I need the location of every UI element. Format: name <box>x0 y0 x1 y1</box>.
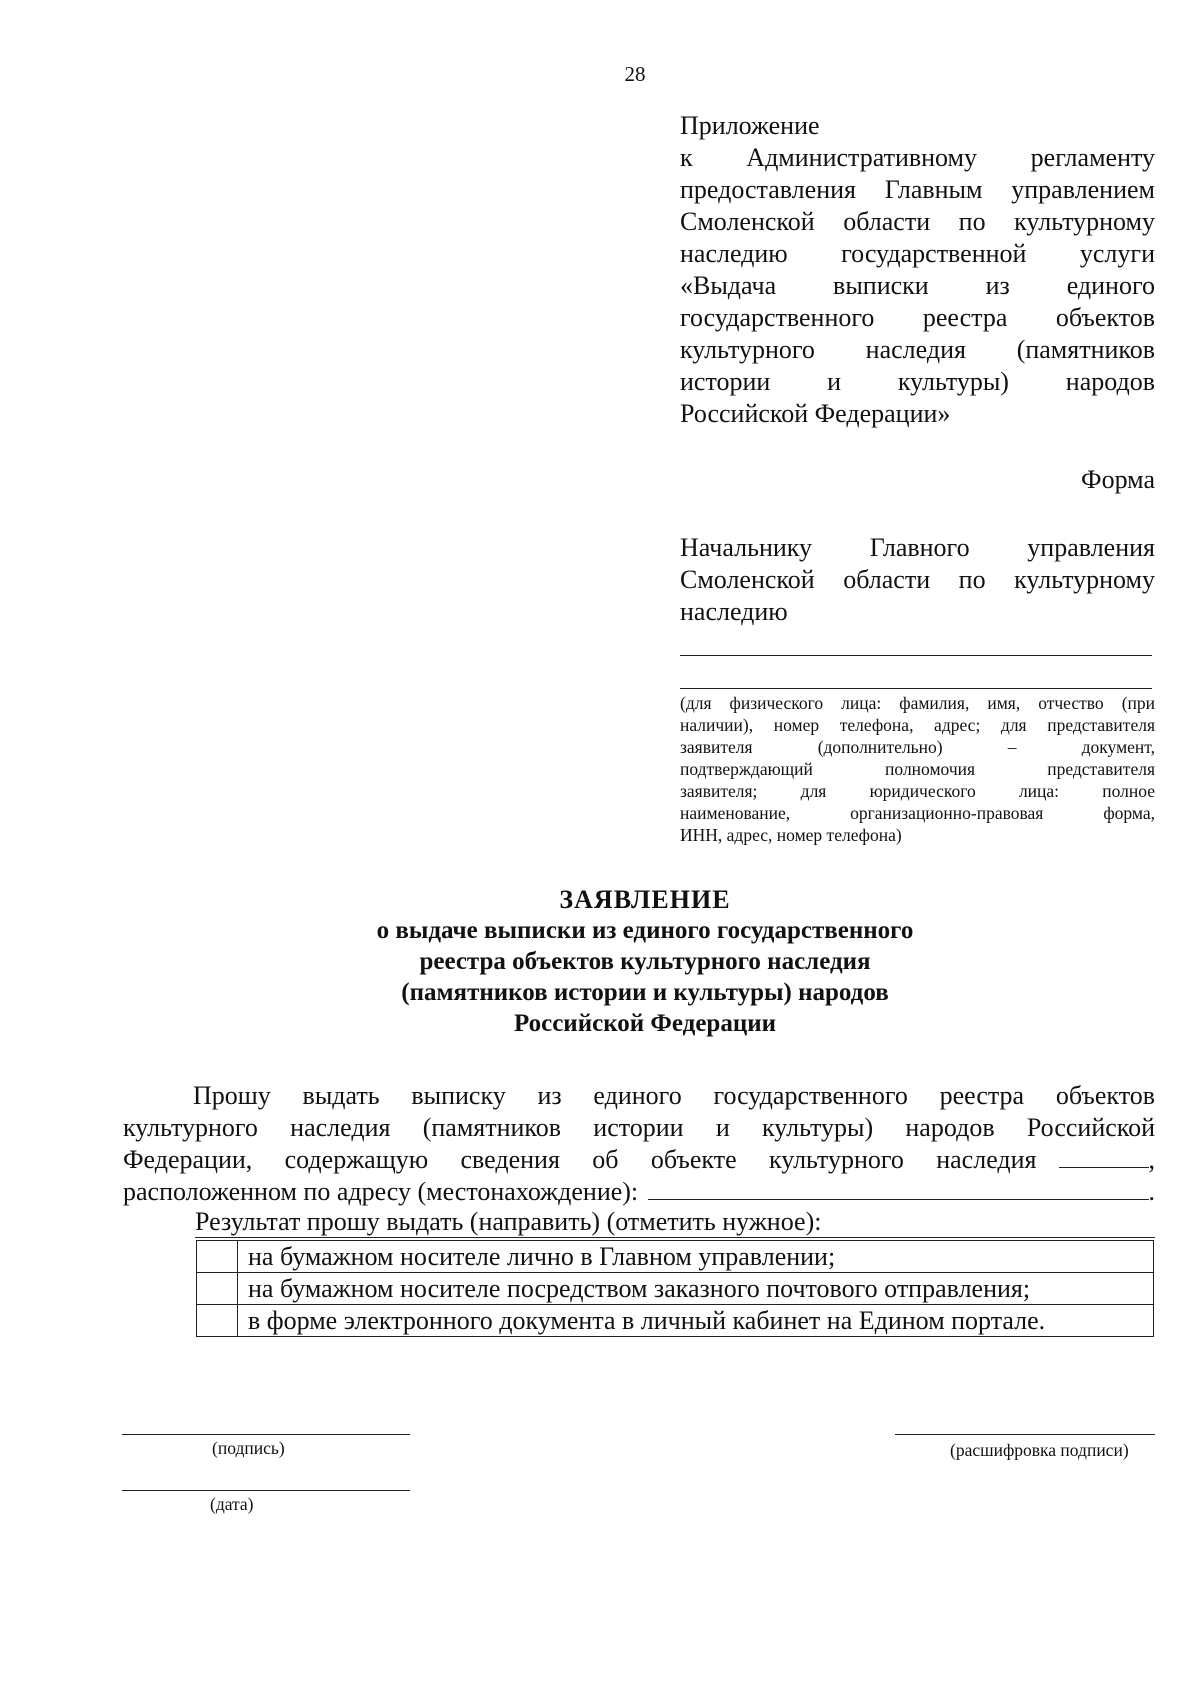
body-line: Федерации, содержащую сведения об объекте культурного наследия <box>123 1145 1037 1174</box>
appendix-line: «Выдача выписки из единого <box>680 271 1155 300</box>
appendix-line: к Административному регламенту <box>680 143 1155 172</box>
applicant-note-line: наличии), номер телефона, адрес; для представителя <box>680 715 1155 735</box>
result-label-underline <box>195 1237 1155 1238</box>
body-line-object <box>123 1144 1155 1176</box>
delivery-options-table <box>196 1240 1154 1337</box>
body-line: культурного наследия (памятников истории и культуры) народов Российской <box>123 1113 1155 1142</box>
body-line: Прошу выдать выписку из единого государственного реестра объектов <box>193 1081 1155 1110</box>
option-label: в форме электронного документа в личный кабинет на Едином портале. <box>238 1305 1154 1337</box>
heading-line: реестра объектов культурного наследия <box>419 948 871 975</box>
option-row <box>197 1241 1154 1273</box>
applicant-note-line: наименование, организационно-правовая форма, <box>680 803 1155 823</box>
body-line-period: . <box>1148 1177 1155 1206</box>
date-label: (дата) <box>210 1494 254 1514</box>
appendix-line: Российской Федерации» <box>680 399 951 428</box>
applicant-note-line: заявителя (дополнительно) – документ, <box>680 737 1155 757</box>
page-number: 28 <box>624 62 646 86</box>
option-label: на бумажном носителе лично в Главном управлении; <box>238 1241 1154 1273</box>
signature-line[interactable] <box>122 1434 410 1435</box>
applicant-note-line: (для физического лица: фамилия, имя, отчество (при <box>680 693 1155 713</box>
heading-line: (памятников истории и культуры) народов <box>401 979 889 1006</box>
date-line[interactable] <box>122 1490 410 1491</box>
appendix-line: государственного реестра объектов <box>680 303 1155 332</box>
appendix-line: культурного наследия (памятников <box>680 335 1155 364</box>
appendix-header <box>680 110 1155 430</box>
signature-label: (подпись) <box>212 1438 285 1458</box>
address-field[interactable] <box>648 1177 1148 1200</box>
addressee-line: Смоленской области по культурному <box>680 565 1155 594</box>
applicant-note <box>680 692 1155 846</box>
document-heading <box>0 884 1200 1039</box>
body-line: расположенном по адресу (местонахождение): <box>123 1177 639 1206</box>
applicant-name-line[interactable] <box>680 655 1152 656</box>
option-checkbox-paper-by-mail[interactable] <box>197 1273 238 1305</box>
applicant-note-line: заявителя; для юридического лица: полное <box>680 781 1155 801</box>
addressee-line: наследию <box>680 597 788 626</box>
form-label: Форма <box>1081 465 1155 494</box>
appendix-line: Смоленской области по культурному <box>680 207 1155 236</box>
heading-line: Российской Федерации <box>513 1010 777 1037</box>
option-row <box>197 1305 1154 1337</box>
result-label: Результат прошу выдать (направить) (отметить нужное): <box>195 1207 822 1236</box>
body-line-address <box>123 1176 1155 1208</box>
addressee-line: Начальнику Главного управления <box>680 533 1155 562</box>
option-row <box>197 1273 1154 1305</box>
applicant-note-line: подтверждающий полномочия представителя <box>680 759 1155 779</box>
heading-line: о выдаче выписки из единого государственного <box>376 917 914 944</box>
signature-decoding-label: (расшифровка подписи) <box>950 1440 1129 1460</box>
body-line-comma: , <box>1148 1145 1155 1174</box>
signature-decoding-line[interactable] <box>895 1434 1155 1435</box>
applicant-details-line[interactable] <box>680 688 1152 689</box>
appendix-line: истории и культуры) народов <box>680 367 1155 396</box>
option-checkbox-paper-in-person[interactable] <box>197 1241 238 1273</box>
object-name-field[interactable] <box>1059 1145 1149 1168</box>
addressee-block <box>680 532 1155 628</box>
applicant-note-line: ИНН, адрес, номер телефона) <box>680 825 902 845</box>
request-body <box>123 1080 1155 1208</box>
appendix-line: наследию государственной услуги <box>680 239 1155 268</box>
appendix-line: Приложение <box>680 111 820 140</box>
option-label: на бумажном носителе посредством заказного почтового отправления; <box>238 1273 1154 1305</box>
appendix-line: предоставления Главным управлением <box>680 175 1155 204</box>
heading-title: ЗАЯВЛЕНИЕ <box>559 885 731 914</box>
option-checkbox-electronic[interactable] <box>197 1305 238 1337</box>
